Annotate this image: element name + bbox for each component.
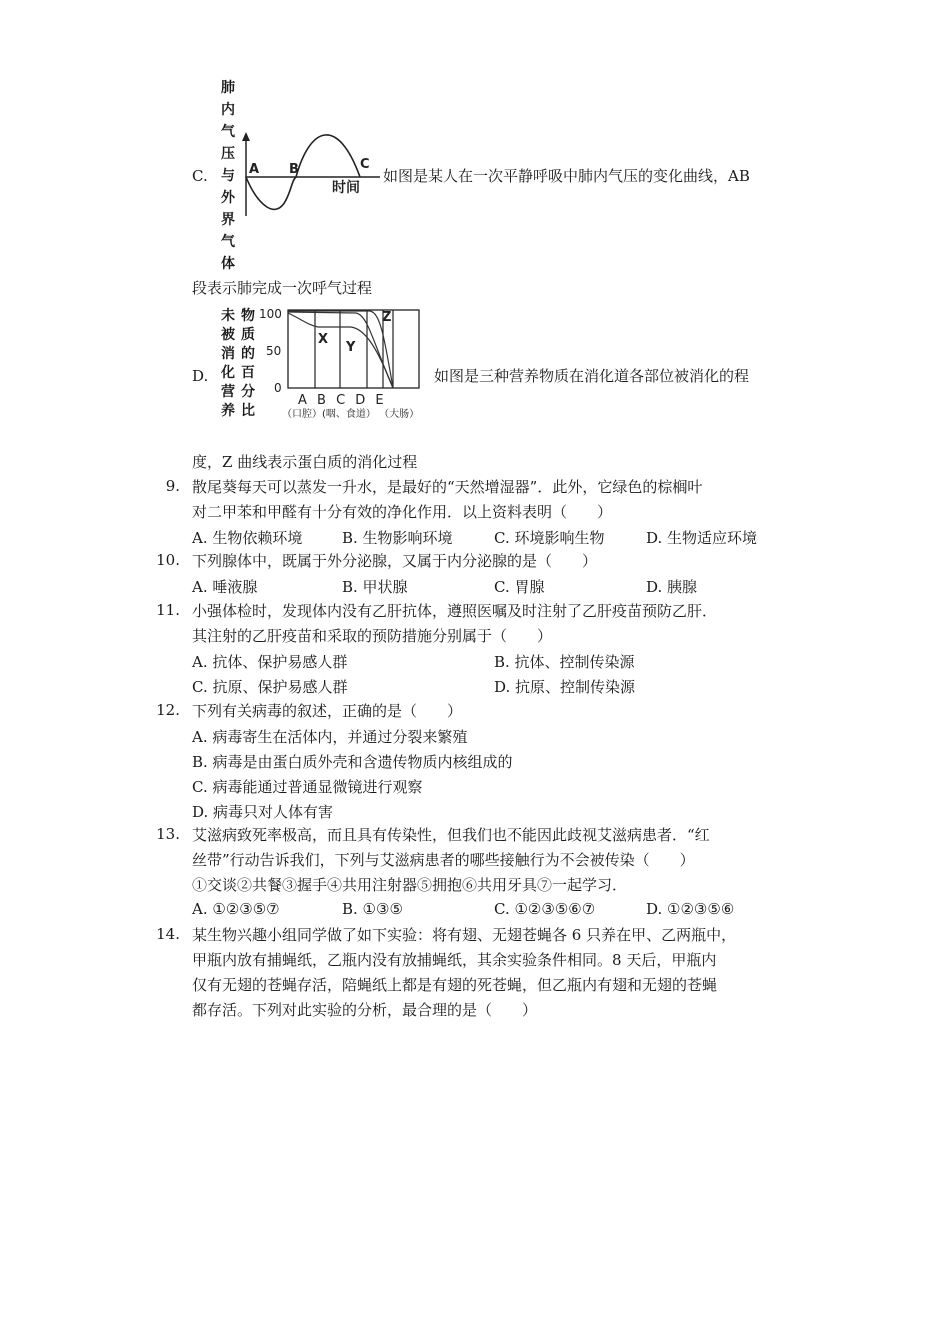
question-text: 都存活。下列对此实验的分析，最合理的是（ ） (192, 1001, 538, 1019)
question-text: 仅有无翅的苍蝇存活，陪蝇纸上都是有翅的死苍蝇，但乙瓶内有翅和无翅的苍蝇 (192, 976, 718, 994)
option-c-text: 如图是某人在一次平静呼吸中肺内气压的变化曲线，AB (383, 167, 750, 185)
y-tick-0: 0 (274, 381, 282, 395)
answer-option[interactable]: D. 病毒只对人体有害 (192, 803, 334, 821)
ylabel-char: 化 (221, 365, 235, 381)
ylabel-char: 内 (221, 102, 235, 118)
x-tick-labels: A B C D E (298, 393, 387, 408)
answer-option[interactable]: D. ①②③⑤⑥ (646, 900, 735, 918)
ylabel-char: 外 (221, 190, 235, 206)
y-tick-50: 50 (266, 344, 282, 358)
ylabel-char: 肺 (221, 80, 235, 96)
question-number: 11. (156, 601, 180, 619)
pressure-chart (238, 128, 383, 220)
answer-option[interactable]: A. 生物依赖环境 (192, 529, 303, 547)
answer-option[interactable]: C. 胃腺 (494, 578, 545, 596)
question-text: 丝带”行动告诉我们，下列与艾滋病患者的哪些接触行为不会被传染（ ） (192, 851, 695, 869)
curve-label-z: Z (382, 310, 392, 325)
pressure-curve (246, 135, 360, 209)
option-c-text-cont: 段表示肺完成一次呼气过程 (192, 279, 373, 297)
y-tick-100: 100 (259, 307, 282, 321)
ylabel-char: 养 (221, 403, 235, 419)
ylabel-char: 气 (221, 234, 235, 250)
question-number: 14. (156, 925, 180, 943)
x-sub-labels: （口腔）(咽、食道） （大肠） (282, 409, 420, 420)
option-letter: D. (192, 367, 209, 385)
answer-option[interactable]: C. 环境影响生物 (494, 529, 605, 547)
ylabel-char: 界 (221, 212, 235, 228)
question-text: ①交谈②共餐③握手④共用注射器⑤拥抱⑥共用牙具⑦一起学习． (192, 876, 628, 894)
ylabel-char: 物 (241, 308, 255, 324)
question-number: 12. (156, 701, 180, 719)
answer-option[interactable]: C. 病毒能通过普通显微镜进行观察 (192, 778, 423, 796)
answer-option[interactable]: D. 抗原、控制传染源 (494, 678, 636, 696)
answer-option[interactable]: B. ①③⑤ (342, 900, 403, 918)
point-b: B (289, 162, 299, 177)
answer-option[interactable]: B. 生物影响环境 (342, 529, 453, 547)
question-number: 13. (156, 825, 180, 843)
ylabel-char: 被 (221, 327, 235, 343)
option-d-text: 如图是三种营养物质在消化道各部位被消化的程 (434, 367, 750, 385)
answer-option[interactable]: A. 唾液腺 (192, 578, 258, 596)
ylabel-char: 消 (221, 346, 235, 362)
ylabel-char: 营 (221, 384, 235, 400)
ylabel-char: 压 (221, 146, 235, 162)
answer-option[interactable]: B. 抗体、控制传染源 (494, 653, 635, 671)
question-number: 9. (165, 477, 180, 495)
ylabel-char: 比 (241, 403, 255, 419)
option-d-text-cont: 度，Z 曲线表示蛋白质的消化过程 (192, 453, 418, 471)
answer-option[interactable]: A. 抗体、保护易感人群 (192, 653, 348, 671)
ylabel-char: 分 (241, 384, 255, 400)
ylabel-char: 体 (221, 256, 235, 272)
question-text: 小强体检时，发现体内没有乙肝抗体，遵照医嘱及时注射了乙肝疫苗预防乙肝． (192, 602, 718, 620)
ylabel-char: 与 (221, 168, 235, 184)
ylabel-char: 质 (241, 327, 255, 343)
answer-option[interactable]: C. 抗原、保护易感人群 (192, 678, 348, 696)
answer-option[interactable]: A. ①②③⑤⑦ (192, 900, 280, 918)
answer-option[interactable]: A. 病毒寄生在活体内，并通过分裂来繁殖 (192, 728, 468, 746)
question-text: 其注射的乙肝疫苗和采取的预防措施分别属于（ ） (192, 627, 553, 645)
answer-option[interactable]: C. ①②③⑤⑥⑦ (494, 900, 596, 918)
answer-option[interactable]: B. 病毒是由蛋白质外壳和含遗传物质内核组成的 (192, 753, 513, 771)
answer-option[interactable]: D. 生物适应环境 (646, 529, 758, 547)
ylabel-char: 气 (221, 124, 235, 140)
question-text: 散尾葵每天可以蒸发一升水，是最好的“天然增湿器”．此外，它绿色的棕榈叶 (192, 478, 703, 496)
question-text: 下列有关病毒的叙述，正确的是（ ） (192, 702, 463, 720)
y-axis-arrow (242, 132, 250, 141)
point-c: C (360, 157, 370, 172)
option-letter: C. (192, 167, 208, 185)
curve-label-x: X (318, 332, 329, 347)
question-text: 某生物兴趣小组同学做了如下实验：将有翅、无翅苍蝇各 6 只养在甲、乙两瓶中， (192, 926, 737, 944)
answer-option[interactable]: B. 甲状腺 (342, 578, 408, 596)
question-text: 甲瓶内放有捕蝇纸，乙瓶内没有放捕蝇纸，其余实验条件相同。8 天后，甲瓶内 (192, 951, 717, 969)
ylabel-char: 的 (241, 346, 255, 362)
question-text: 下列腺体中，既属于外分泌腺，又属于内分泌腺的是（ ） (192, 552, 598, 570)
curve-label-y: Y (346, 340, 356, 355)
ylabel-char: 百 (241, 365, 255, 381)
ylabel-char: 未 (221, 308, 235, 324)
digestion-chart (256, 305, 432, 423)
question-text: 对二甲苯和甲醛有十分有效的净化作用．以上资料表明（ ） (192, 503, 613, 521)
point-a: A (249, 162, 260, 177)
question-text: 艾滋病致死率极高，而且具有传染性，但我们也不能因此歧视艾滋病患者．“红 (192, 826, 710, 844)
answer-option[interactable]: D. 胰腺 (646, 578, 698, 596)
question-number: 10. (156, 551, 180, 569)
x-axis-label: 时间 (332, 180, 360, 196)
